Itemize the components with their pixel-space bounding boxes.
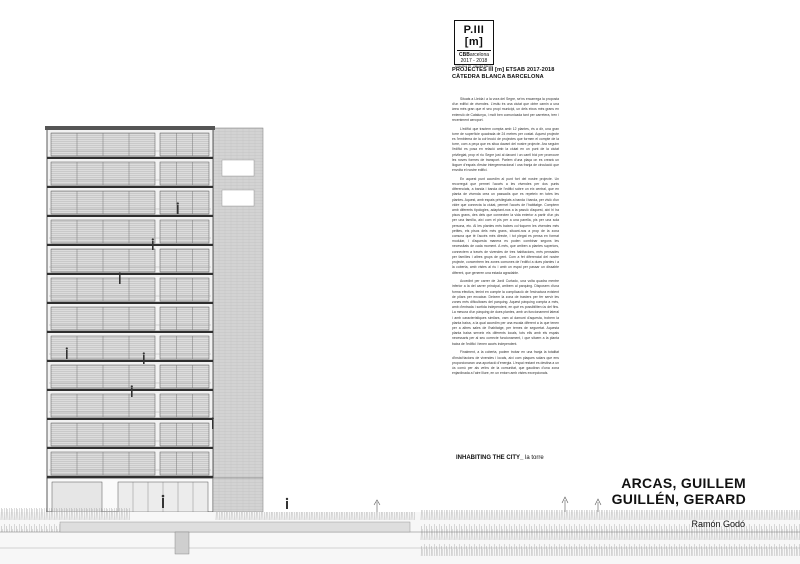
floor-band [47,220,213,246]
window-bay [160,162,209,185]
logo-tagline: projectes III · catedra blanca [455,64,493,68]
course-title: PROJECTES III [m] ETSAB 2017-2018 [452,67,555,73]
project-description [452,97,559,380]
window-bay [160,452,209,475]
floor-band [47,162,213,188]
logo-years: 2017 - 2018 [460,58,488,64]
floor-band [47,452,213,478]
author-name: ARCAS, GUILLEM [621,475,746,491]
window-bay [160,307,209,330]
window-bay [160,133,209,156]
floor-band [47,365,213,391]
description-paragraph: Finalment, a la coberta, podem trobar en una franja la totalitat d'instal·lacions de vivendes i locals, així com plaques solars que ens proporcionaran una aportació d'energia. L'espai restant es destina a un ús comú per als veïns de la comunitat, que gaudiran d'una zona enjardinada a l'aire lliure, en un entorn amb vistes excepcionals. [452,350,559,376]
tutor-name: Ramón Godó [691,519,745,529]
floor-band [47,336,213,362]
floor-band [47,133,213,159]
description-paragraph: Situats a Lleida i a la vora del Segre, se'ns encarrega la proposta d'un edifici de vivendes. L'estiu és una ciutat que obtre camin a una àrea més gran que el seu propi municipi, un dels eixos més grans en extensió de Catalunya, i molt ben comunicada tant per carretera, tren i recentment aeroport. [452,97,559,122]
side-wall [213,128,263,478]
description-paragraph: En aquest punt accedim al punt fort del nostre projecte. Un recorregut que permet l'accés a les vivendes per dos punts diferenciats, a banda i banda de l'edifici sobre un eix central, que en planta de vivenda crea un passadís que es repeteix en totes les plantes. Aquest, amb espais privilegiats a banda i banda, per visió d'un vidre que connecta la ciutat, permet l'accés de l'habitatge. Comptem amb diferents tipologies, adaptant-nos a la passió d'aquest, així hi ha pisos grans, des dels que connecten la vida exterior a partir d'un pis per una família, així com el pis per a una parella, pis per una sola persona, etc. Al les plantes més baixes col·loquem les vivendes més petites, els pisos dels més grans, situant-nos a prop de la zona comuna que té l'accés més directe, i tot plegat es pensa en format modular, i d'aquesta manera es poden combinar segons les necessitats de cada moment. A més, que arriben a plantes superiors, connectem a través de vivendes de tres habitacions, més pensades per famílies i altres grups de gent. Com a fet diferencial del nostre projecte, concentrem les zones comunes de l'edifici a dues plantes i a la coberta, amb vistes al riu i amb un espai per passar un dissabte diferent, que generen una estada agradable. [452,176,559,275]
author-name: GUILLÉN, GERARD [611,491,746,507]
roof-cornice [45,126,215,130]
window-bay [160,365,209,388]
window-bay [160,394,209,417]
floor-band [47,249,213,275]
floor-band [47,191,213,217]
window-bay [160,336,209,359]
window-bay [160,423,209,446]
section-title: INHABITING THE CITY_ la torre [456,455,544,461]
logo-org: CBBarcelona [458,52,490,58]
window-bay [160,191,209,214]
description-paragraph: L'edifici que tractem compta amb 12 plantes, és a dir, una gran torre de superfície quadrada de 24 metres per costat. Aquest projecte es l'emblema de la col·lecció de projectes que formen el compte de la torre, com a peça que es situa davant del nostre projecte. Ara seguim l'edifici es posa en relació amb la ciutat en un punt de la ciutat privilegiat, prop el riu Segre just al davant i un carril bici per promoure les noves formes de transport. Parlem d'una plaça on es crearà un lloguer d'espais d'estar intergeneracional i una franja de circulació que envolta el nostre edifici. [452,126,559,173]
floor-band [47,423,213,449]
authors [612,475,746,507]
floor-band [47,394,213,420]
course-logo [454,20,494,68]
floor-band [47,278,213,304]
window-bay [160,220,209,243]
floor-band [47,307,213,333]
description-paragraph: Accedint per carrer de Jordi Curtado, una volta quadra mentre inferior a la del carrer principal, arribem al parquing. Disposem d'una forma efectiva, tenint en compte la complicació de l'estructura existent de pilars per encaixar. Deixem la zona de trasters per fer servir les zones més dificultoses del parquing. Aquest pàrquing compta a més, amb d'entrada i sortida independent, en què es possibiliten ús del fins. La mesura d'un pàrquing de dues plantes, amb un funcionament lateral i amb característiques similars, vam al damunt d'aquesta, trobem la planta baixa, a la qual accedim per una escala diferent a la que tenen per a altres sales de l'habitatge, per temes de seguretat. Aquesta planta baixa serveix els diferents locals, tots ells amb els espais necessaris per al seu correcte funcionament, i que situem a la planta baixa de l'edifici i tenen accés independent. [452,279,559,346]
logo-mark: P.III [m] [463,24,485,48]
window-bay [160,249,209,272]
window-bay [160,278,209,301]
ground-floor [47,478,263,512]
chair-title: CÀTEDRA BLANCA BARCELONA [452,74,544,80]
